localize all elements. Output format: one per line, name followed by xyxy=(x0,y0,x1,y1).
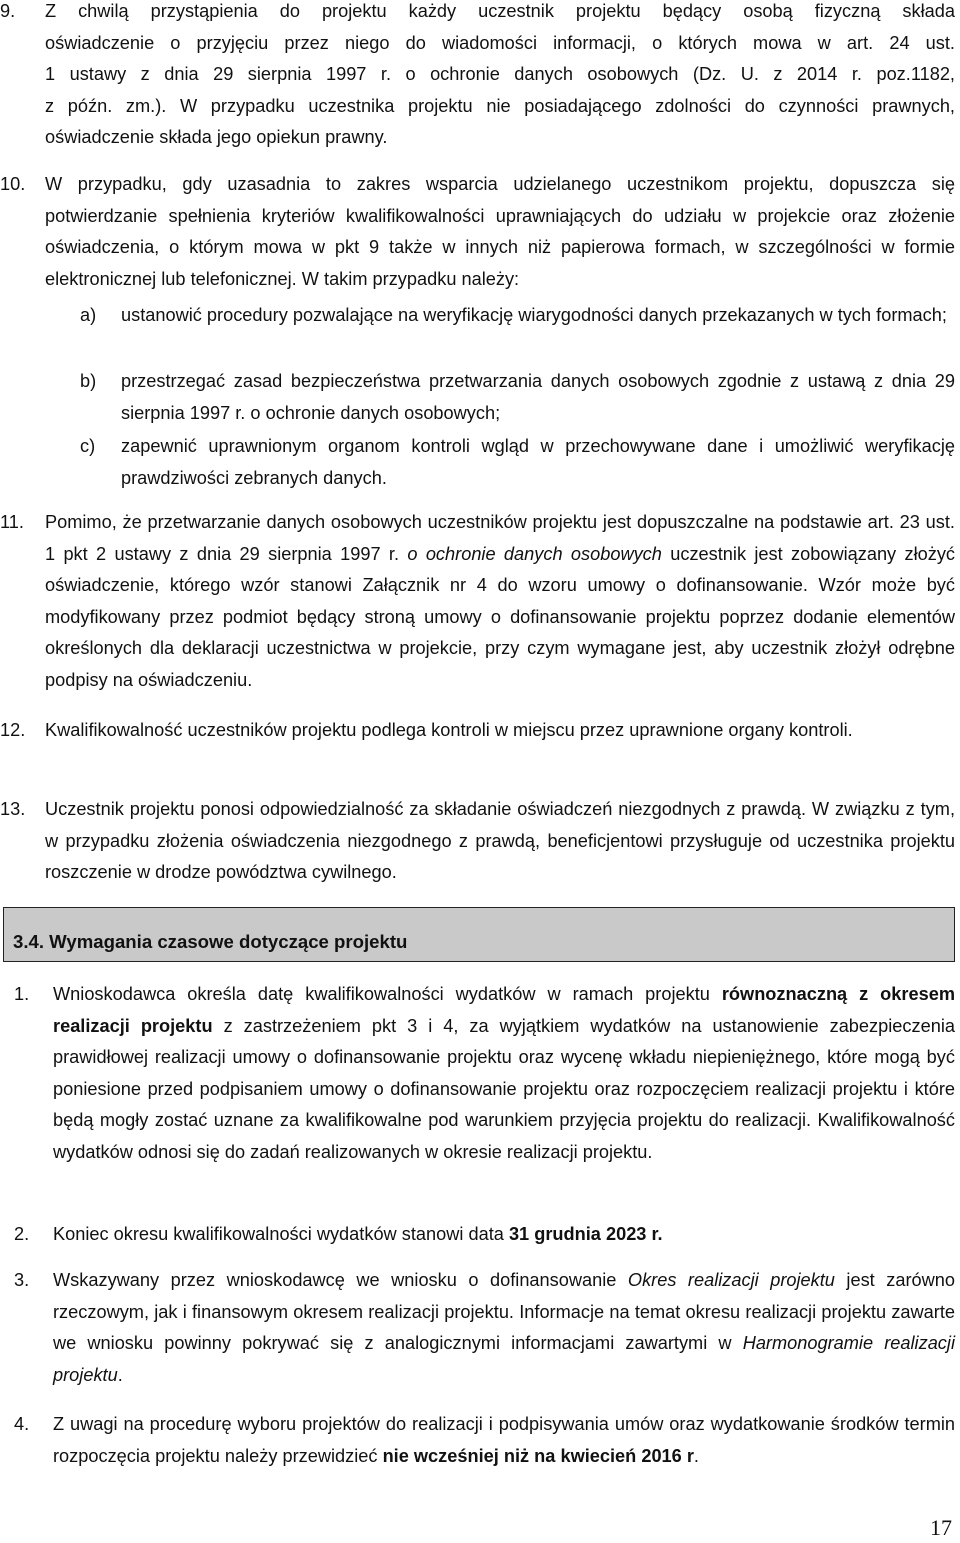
item-12-text: Kwalifikowalność uczestników projektu podlega kontroli w miejscu przez uprawnione organy kontroli. xyxy=(45,720,853,740)
point-3-part-2: jest zarówno rzeczowym, jak i finansowym okresem realizacji projektu. Informacje na temat okresu realizacji projektu zawarte we wniosku powinny pokrywać się z analogicznymi informacjami zawartymi w xyxy=(53,1270,955,1354)
item-10-sub-a-text: ustanowić procedury pozwalające na weryfikację wiarygodności danych przekazanych w tych formach; xyxy=(121,305,947,325)
item-12-number: 12. xyxy=(0,720,26,740)
item-9-line-3: 1 ustawy z dnia 29 sierpnia 1997 r. o ochronie danych osobowych (Dz. U. z 2014 r. poz.1182, xyxy=(45,64,955,85)
point-4-number: 4. xyxy=(14,1414,30,1434)
point-1-part-2: z zastrzeżeniem pkt 3 i 4, za wyjątkiem wydatków na ustanowienie zabezpieczenia prawidłowej realizacji umowy o dofinansowanie projektu oraz wycenę wkładu niepieniężnego, które mogą być poniesione przed podpisaniem umowy o dofinansowanie projektu oraz rozpoczęciem realizacji projektu i które będą mogły zostać uznane za kwalifikowalne pod warunkiem przyjęcia projektu do realizacji. Kwalifikowalność wydatków odnosi się do zadań realizowanych w okresie realizacji projektu. xyxy=(53,1015,955,1162)
point-3-end: . xyxy=(117,1364,123,1385)
point-1-bold-part: równoznaczną z okresem realizacji projektu xyxy=(53,984,955,1036)
item-10-sub-c-text: zapewnić uprawnionym organom kontroli wgląd w przechowywane dane i umożliwić weryfikację prawdziwości zebranych danych. xyxy=(121,436,955,488)
item-10-sub-b-text: przestrzegać zasad bezpieczeństwa przetwarzania danych osobowych zgodnie z ustawą z dnia 29 sierpnia 1997 r. o ochronie danych osobowych; xyxy=(121,371,955,423)
item-9-line-1: Z chwilą przystąpienia do projektu każdy uczestnik projektu będący osobą fizyczną składa xyxy=(45,1,955,21)
point-1-text xyxy=(53,979,955,1169)
item-9-line-2: oświadczenie o przyjęciu przez niego do wiadomości informacji, o których mowa w art. 24 ust. xyxy=(45,32,955,53)
point-1-part-1: Wnioskodawca określa datę kwalifikowalności wydatków w ramach projektu xyxy=(53,984,710,1004)
item-10-number: 10. xyxy=(0,174,26,194)
point-3-number: 3. xyxy=(14,1270,30,1290)
item-9-number: 9. xyxy=(0,1,16,21)
point-3-text xyxy=(53,1265,955,1391)
item-10-sub-c-label: c) xyxy=(80,436,96,456)
item-11-text xyxy=(45,507,955,697)
item-11-number: 11. xyxy=(0,512,24,532)
point-3-italic-2: Harmonogramie realizacji projektu xyxy=(53,1333,955,1385)
point-2-part-1: Koniec okresu kwalifikowalności wydatków stanowi data xyxy=(53,1224,504,1244)
item-9-line-4-start: z późn. zm.). xyxy=(45,95,167,116)
item-9-text xyxy=(45,0,955,154)
point-2-text xyxy=(53,1219,955,1251)
point-3-part-1: Wskazywany przez wnioskodawcę we wniosku o dofinansowanie xyxy=(53,1270,617,1290)
point-2-number: 2. xyxy=(14,1224,30,1244)
item-10-sub-b-label: b) xyxy=(80,371,97,391)
point-4-text xyxy=(53,1409,955,1472)
item-9-continuation: W przypadku uczestnika projektu nie posiadającego zdolności do czynności prawnych, oświadczenie składa jego opiekun prawny. xyxy=(45,95,955,148)
section-heading-title: 3.4. Wymagania czasowe dotyczące projektu xyxy=(13,931,408,952)
item-11-italic-part: o ochronie danych osobowych xyxy=(407,543,662,564)
point-4-end: . xyxy=(693,1445,699,1466)
point-3-italic-1: Okres realizacji projektu xyxy=(627,1270,835,1290)
item-10-text: W przypadku, gdy uzasadnia to zakres wsparcia udzielanego uczestnikom projektu, dopuszcza się potwierdzanie spełnienia kryteriów kwalifikowalności uprawniających do udziału w projekcie oraz złożenie oświadczenia, o którym mowa w pkt 9 także w innych niż papierowa formach, w szczególności w formie elektronicznej lub telefonicznej. W takim przypadku należy: xyxy=(45,174,955,289)
item-11-part-1: Pomimo, że przetwarzanie danych osobowych uczestników projektu jest dopuszczalne na podstawie art. 23 ust. 1 pkt 2 ustawy z dnia 29 sierpnia 1997 r. xyxy=(45,512,955,564)
point-2-bold-date: 31 grudnia 2023 r. xyxy=(508,1224,663,1244)
page-number: 17 xyxy=(930,1515,952,1540)
point-1-number: 1. xyxy=(14,984,30,1004)
item-13-number: 13. xyxy=(0,799,26,819)
item-13-text: Uczestnik projektu ponosi odpowiedzialność za składanie oświadczeń niezgodnych z prawdą. W związku z tym, w przypadku złożenia oświadczenia niezgodnego z prawdą, beneficjentowi przysługuje od uczestnika projektu roszczenie w drodze powództwa cywilnego. xyxy=(45,799,955,883)
point-4-bold-part: nie wcześniej niż na kwiecień 2016 r xyxy=(382,1445,694,1466)
item-11-part-2: uczestnik jest zobowiązany złożyć oświadczenie, którego wzór stanowi Załącznik nr 4 do wzoru umowy o dofinansowanie. Wzór może być modyfikowany przez podmiot będący stroną umowy o dofinansowanie projektu poprzez dodanie elementów określonych dla deklaracji uczestnictwa w projekcie, przy czym wymagane jest, aby uczestnik złożył odrębne podpisy na oświadczeniu. xyxy=(45,543,956,690)
item-10-sub-a-label: a) xyxy=(80,305,97,325)
point-4-part-1: Z uwagi na procedurę wyboru projektów do realizacji i podpisywania umów oraz wydatkowanie środków termin rozpoczęcia projektu należy przewidzieć xyxy=(53,1414,955,1466)
